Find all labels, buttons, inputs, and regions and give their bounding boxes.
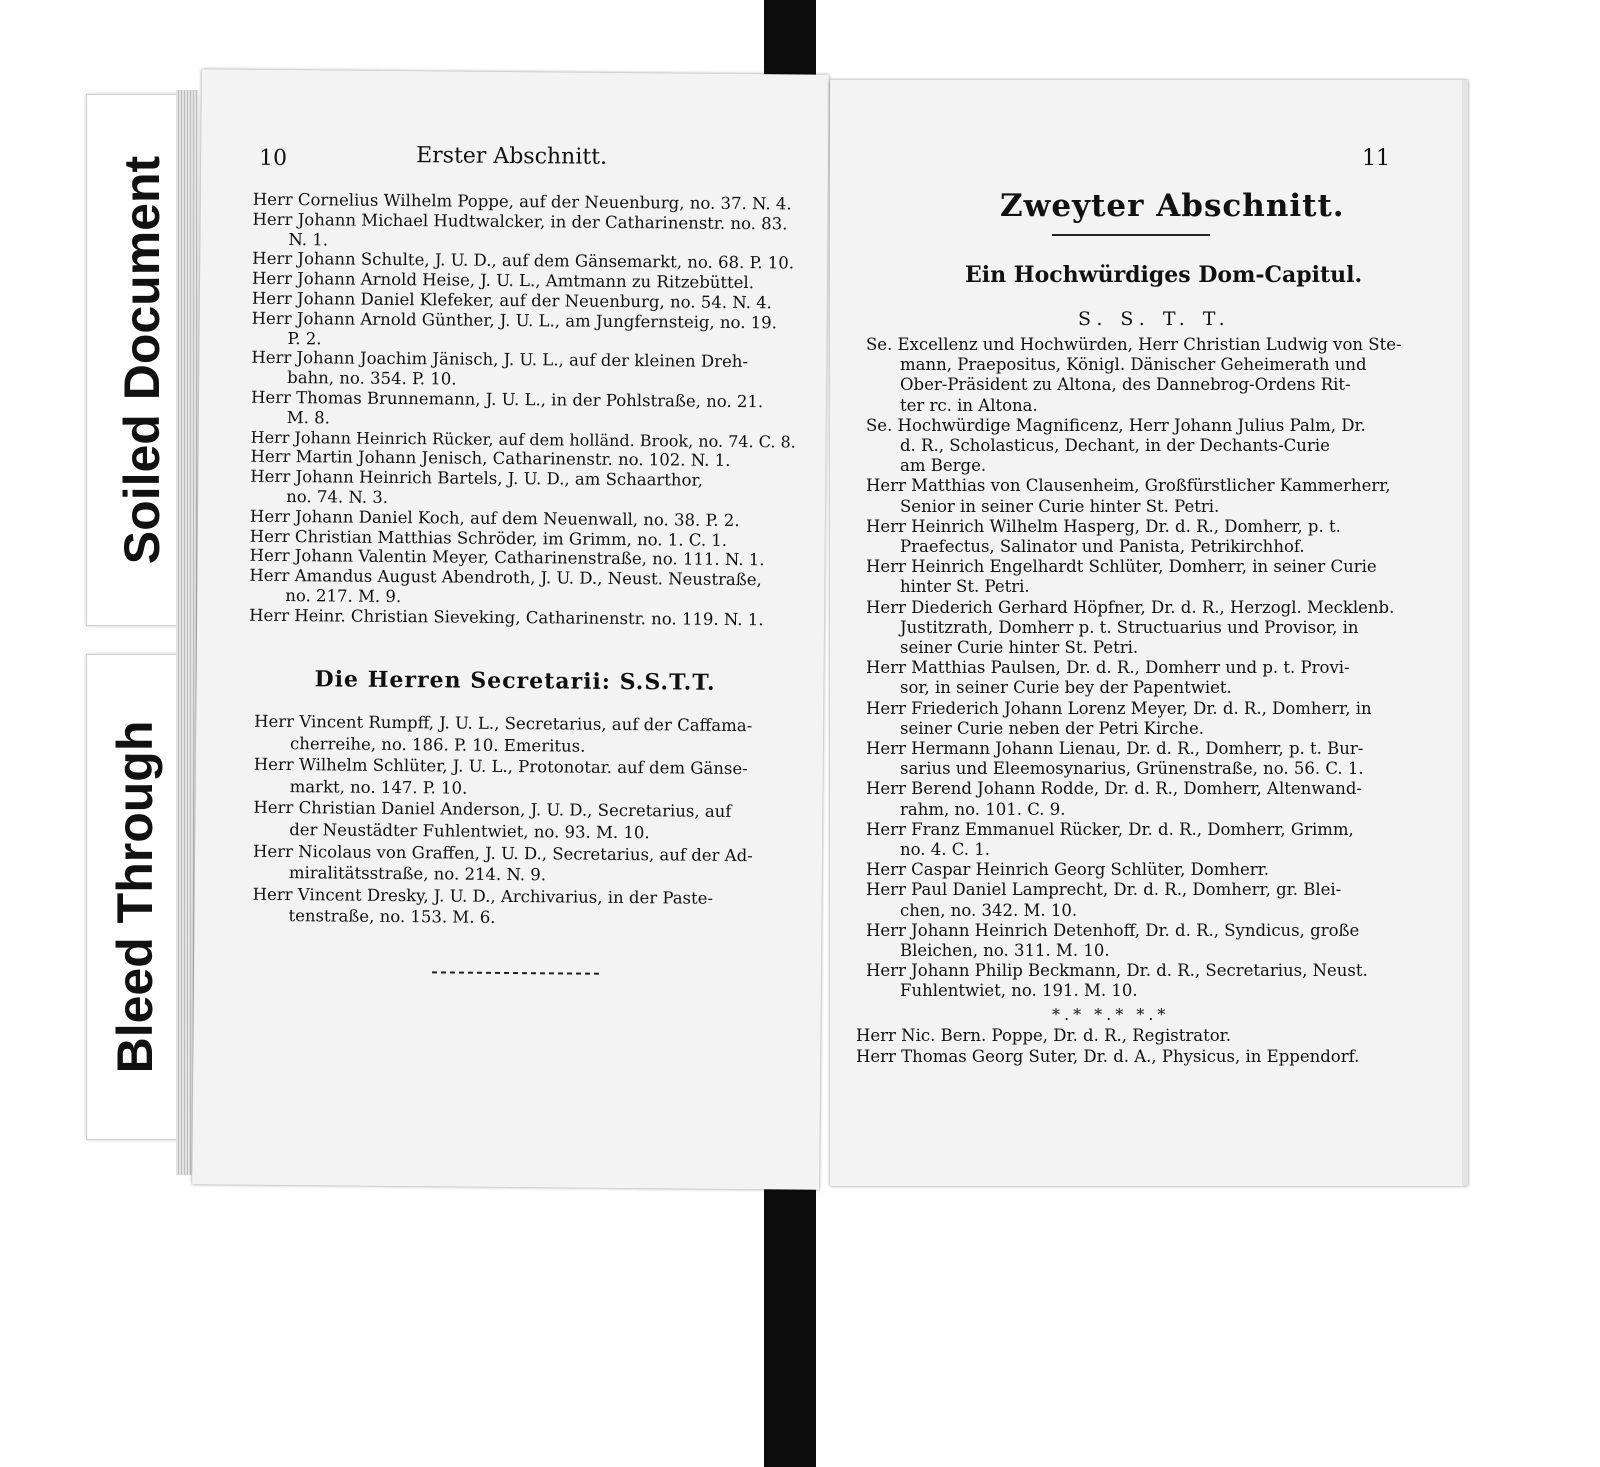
entry-line: Herr Matthias Paulsen, Dr. d. R., Domherr und p. t. Provi- [866, 658, 1350, 678]
entry-line: Herr Johann Heinrich Bartels, J. U. D., am Schaarthor, [250, 466, 703, 490]
secretary-line: der Neustädter Fuhlentwiet, no. 93. M. 10. [289, 820, 650, 843]
entry-line: Herr Johann Daniel Klefeker, auf der Neuenburg, no. 54. N. 4. [251, 288, 772, 313]
entry-line: Herr Johann Joachim Jänisch, J. U. L., auf der kleinen Dreh- [251, 348, 749, 372]
footer-entry-line: Herr Nic. Bern. Poppe, Dr. d. R., Registrator. [856, 1026, 1231, 1045]
entry-line: Herr Matthias von Clausenheim, Großfürstlicher Kammerherr, [866, 476, 1391, 496]
entry-line: Herr Johann Michael Hudtwalcker, in der Catharinenstr. no. 83. [252, 209, 788, 234]
entry-line: Herr Cornelius Wilhelm Poppe, auf der Neuenburg, no. 37. N. 4. [252, 189, 792, 214]
asterism: *.* *.* *.* [1052, 1005, 1170, 1024]
secretary-line: miralitätsstraße, no. 214. N. 9. [288, 863, 547, 885]
entry-line: no. 4. C. 1. [900, 840, 991, 859]
entry-line: Herr Amandus August Abendroth, J. U. D., Neust. Neustraße, [249, 565, 762, 590]
entry-line: Herr Johann Heinrich Detenhoff, Dr. d. R., Syndicus, große [866, 920, 1360, 940]
chapter-subheading: Ein Hochwürdiges Dom-Capitul. [965, 262, 1363, 288]
entry-line: rahm, no. 101. C. 9. [900, 799, 1066, 819]
entry-line: Herr Johann Valentin Meyer, Catharinenstraße, no. 111. N. 1. [249, 546, 765, 570]
entry-line: Herr Johann Philip Beckmann, Dr. d. R., Secretarius, Neust. [866, 961, 1368, 981]
entry-line: sarius und Eleemosynarius, Grünenstraße, no. 56. C. 1. [900, 759, 1364, 779]
secretary-line: Herr Vincent Dresky, J. U. D., Archivarius, in der Paste- [252, 884, 714, 908]
entry-line: chen, no. 342. M. 10. [900, 900, 1078, 920]
entry-line: Herr Thomas Brunnemann, J. U. L., in der Pohlstraße, no. 21. [250, 387, 764, 412]
entry-line: Herr Martin Johann Jenisch, Catharinenstr. no. 102. N. 1. [250, 447, 731, 471]
entry-line: Senior in seiner Curie hinter St. Petri. [900, 496, 1220, 516]
entry-line: Herr Berend Johann Rodde, Dr. d. R., Domherr, Altenwand- [866, 779, 1362, 799]
entry-line: Herr Hermann Johann Lienau, Dr. d. R., Domherr, p. t. Bur- [866, 739, 1364, 758]
entry-line: P. 2. [287, 328, 322, 348]
entry-line: Herr Heinr. Christian Sieveking, Catharinenstr. no. 119. N. 1. [249, 605, 764, 630]
entry-line: Herr Christian Matthias Schröder, im Grimm, no. 1. C. 1. [249, 526, 728, 550]
secretaries-heading: Die Herren Secretarii: S.S.T.T. [314, 666, 716, 696]
secretary-line: Herr Wilhelm Schlüter, J. U. L., Protonotar. auf dem Gänse- [253, 754, 748, 779]
entry-line: d. R., Scholasticus, Dechant, in der Dechants-Curie [900, 436, 1330, 455]
entry-line: seiner Curie hinter St. Petri. [900, 638, 1139, 657]
entry-line: Herr Diederich Gerhard Höpfner, Dr. d. R., Herzogl. Mecklenb. [866, 597, 1395, 617]
entry-line: Se. Excellenz und Hochwürden, Herr Christian Ludwig von Ste- [866, 335, 1402, 354]
entry-line: Fuhlentwiet, no. 191. M. 10. [900, 981, 1138, 1001]
entry-line: Herr Johann Heinrich Rücker, auf dem holländ. Brook, no. 74. C. 8. [250, 427, 796, 452]
entry-line: M. 8. [286, 407, 331, 428]
soiled-document-label: Soiled Document [86, 94, 198, 626]
entry-line: Ober-Präsident zu Altona, des Dannebrog-Ordens Rit- [900, 375, 1351, 395]
entry-line: Herr Johann Arnold Heise, J. U. L., Amtmann zu Ritzebüttel. [251, 268, 755, 293]
entry-line: Herr Friederich Johann Lorenz Meyer, Dr. d. R., Domherr, in [866, 698, 1372, 718]
entry-line: ter rc. in Altona. [900, 395, 1038, 415]
entry-line: bahn, no. 354. P. 10. [287, 368, 457, 389]
footer-entry-line: Herr Thomas Georg Suter, Dr. d. A., Physicus, in Eppendorf. [856, 1046, 1360, 1066]
secretary-line: tenstraße, no. 153. M. 6. [288, 906, 496, 928]
entry-line: no. 74. N. 3. [286, 487, 389, 507]
running-head-left: Erster Abschnitt. [416, 143, 608, 170]
secretary-line: Herr Vincent Rumpff, J. U. L., Secretarius, auf der Caffama- [254, 711, 753, 736]
entry-line: Herr Caspar Heinrich Georg Schlüter, Domherr. [866, 860, 1269, 880]
entry-line: Herr Franz Emmanuel Rücker, Dr. d. R., Domherr, Grimm, [866, 819, 1354, 839]
page-number-right: 11 [1362, 146, 1390, 171]
entry-line: hinter St. Petri. [900, 577, 1030, 597]
secretary-line: markt, no. 147. P. 10. [289, 776, 468, 798]
entry-line: no. 217. M. 9. [285, 586, 402, 607]
entry-line: am Berge. [900, 456, 987, 476]
section-heading: Zweyter Abschnitt. [1000, 188, 1345, 224]
entry-line: Se. Hochwürdige Magnificenz, Herr Johann Julius Palm, Dr. [866, 415, 1366, 435]
page-number-left: 10 [258, 145, 288, 172]
entry-line: Herr Johann Schulte, J. U. D., auf dem Gänsemarkt, no. 68. P. 10. [252, 249, 795, 273]
sstt-heading: S. S. T. T. [1078, 308, 1231, 330]
gutter-strip-top [764, 0, 816, 86]
secretary-line: cherreihe, no. 186. P. 10. Emeritus. [289, 733, 586, 756]
entry-line: Bleichen, no. 311. M. 10. [900, 941, 1110, 960]
left-page [192, 69, 829, 1189]
entry-line: mann, Praepositus, Königl. Dänischer Geheimerath und [900, 355, 1367, 375]
secretary-line: Herr Nicolaus von Graffen, J. U. D., Secretarius, auf der Ad- [252, 841, 753, 865]
entry-line: Herr Johann Arnold Günther, J. U. L., am Jungfernsteig, no. 19. [251, 308, 778, 333]
end-ornament [432, 967, 602, 978]
entry-line: sor, in seiner Curie bey der Papentwiet. [900, 678, 1232, 698]
entry-line: seiner Curie neben der Petri Kirche. [900, 718, 1205, 738]
entry-line: Herr Heinrich Engelhardt Schlüter, Domherr, in seiner Curie [866, 557, 1377, 577]
right-page [830, 80, 1468, 1186]
entry-line: Justitzrath, Domherr p. t. Structuarius und Provisor, in [900, 617, 1359, 637]
entry-line: Herr Heinrich Wilhelm Hasperg, Dr. d. R., Domherr, p. t. [866, 516, 1341, 536]
heading-rule [1052, 234, 1210, 236]
entry-line: Praefectus, Salinator und Panista, Petrikirchhof. [900, 537, 1305, 556]
entry-line: Herr Paul Daniel Lamprecht, Dr. d. R., Domherr, gr. Blei- [866, 880, 1342, 900]
entry-line: N. 1. [288, 229, 329, 249]
secretary-line: Herr Christian Daniel Anderson, J. U. D., Secretarius, auf [253, 798, 732, 822]
gutter-strip-bottom [764, 1165, 816, 1467]
entry-line: Herr Johann Daniel Koch, auf dem Neuenwall, no. 38. P. 2. [249, 506, 740, 530]
bleed-through-label: Bleed Through [86, 654, 184, 1140]
